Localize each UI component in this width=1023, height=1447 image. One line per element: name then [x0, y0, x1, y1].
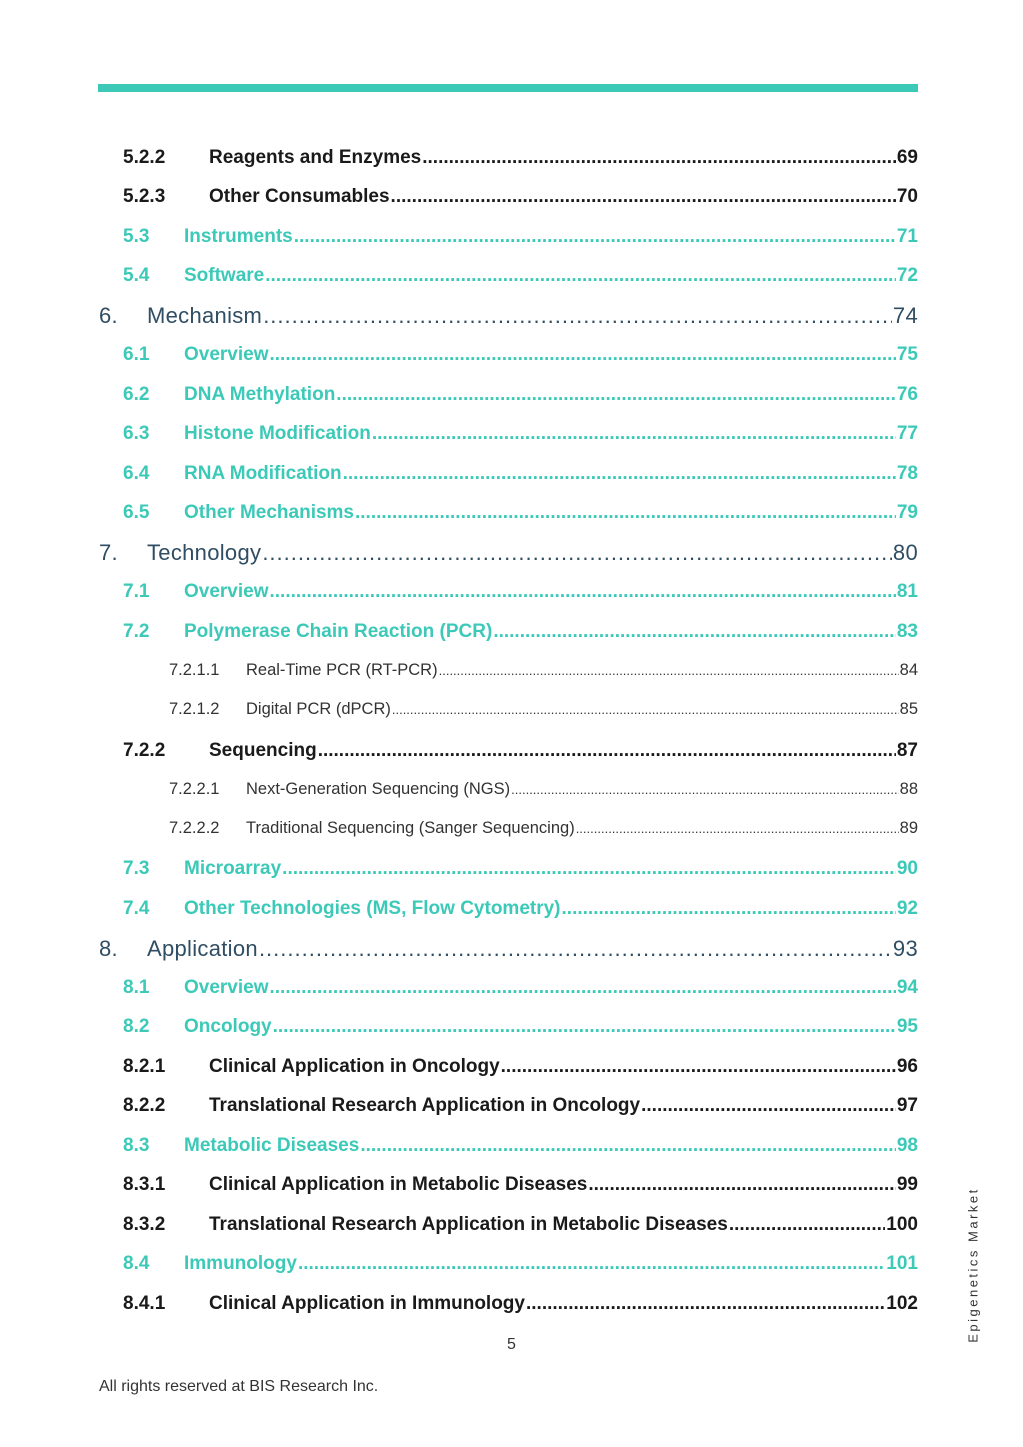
toc-dot-leader: [439, 663, 899, 678]
toc-entry-number: 5.2.2: [123, 147, 166, 168]
toc-entry-title[interactable]: Traditional Sequencing (Sanger Sequencing): [246, 819, 575, 837]
toc-entry-title[interactable]: Mechanism: [147, 303, 263, 328]
toc-dot-leader: [372, 423, 896, 445]
toc-entry-title[interactable]: Next-Generation Sequencing (NGS): [246, 780, 511, 798]
side-label: Epigenetics Market: [965, 1187, 981, 1343]
toc-entry-page[interactable]: 70: [896, 186, 918, 207]
toc-entry[interactable]: [123, 740, 918, 762]
toc-entry[interactable]: [123, 1293, 918, 1315]
toc-entry-page[interactable]: 102: [886, 1293, 918, 1314]
toc-dot-leader: [641, 1095, 896, 1117]
toc-entry-number: 7.: [99, 540, 118, 565]
toc-entry[interactable]: [99, 936, 918, 962]
toc-entry[interactable]: [123, 344, 918, 366]
toc-dot-leader: [270, 581, 896, 603]
toc-entry[interactable]: [99, 303, 918, 329]
toc-dot-leader: [588, 1174, 896, 1196]
toc-entry-number: 7.2.2.2: [169, 819, 220, 837]
toc-dot-leader: [576, 821, 899, 836]
toc-dot-leader: [294, 226, 896, 248]
toc-entry[interactable]: [123, 226, 918, 248]
footer-copyright: All rights reserved at BIS Research Inc.: [99, 1378, 379, 1395]
toc-entry-number: 7.2.2.1: [169, 780, 220, 798]
toc-dot-leader: [355, 502, 896, 524]
toc-dot-leader: [318, 740, 896, 762]
toc-entry-number: 8.3: [123, 1135, 150, 1156]
toc-entry[interactable]: [123, 621, 918, 643]
toc-entry-number: 8.3.2: [123, 1214, 166, 1235]
toc-entry-page[interactable]: 100: [886, 1214, 918, 1235]
toc-entry-number: 8.3.1: [123, 1174, 166, 1195]
toc-entry[interactable]: [123, 1016, 918, 1038]
toc-dot-leader: [270, 344, 896, 366]
toc-entry-title[interactable]: Clinical Application in Immunology: [209, 1293, 525, 1314]
toc-entry[interactable]: [123, 858, 918, 880]
toc-entry-number: 7.2.1.2: [169, 700, 220, 718]
toc-entry-number: 7.2.2: [123, 740, 166, 761]
toc-entry[interactable]: [123, 1214, 918, 1236]
toc-entry-number: 5.2.3: [123, 186, 166, 207]
toc-entry[interactable]: [123, 977, 918, 999]
toc-entry-page[interactable]: 87: [896, 740, 918, 761]
toc-entry-number: 7.2.1.1: [169, 661, 220, 679]
toc-dot-leader: [511, 782, 899, 797]
toc-dot-leader: [282, 858, 896, 880]
toc-entry-number: 7.1: [123, 581, 150, 602]
toc-entry[interactable]: [169, 780, 918, 799]
toc-entry[interactable]: [123, 1253, 918, 1275]
toc-entry[interactable]: [123, 1095, 918, 1117]
toc-dot-leader: [391, 186, 896, 208]
toc-entry-page[interactable]: 95: [896, 1016, 918, 1037]
toc-dot-leader: [263, 303, 892, 329]
toc-entry-title[interactable]: Software: [184, 265, 265, 286]
toc-entry-title[interactable]: Clinical Application in Oncology: [209, 1056, 500, 1077]
toc-entry-number: 8.4: [123, 1253, 150, 1274]
toc-entry-page[interactable]: 77: [896, 423, 918, 444]
toc-entry-title[interactable]: Other Technologies (MS, Flow Cytometry): [184, 898, 561, 919]
toc-dot-leader: [493, 621, 896, 643]
toc-entry-title[interactable]: Instruments: [184, 226, 293, 247]
toc-entry-number: 6.4: [123, 463, 150, 484]
toc-entry-page[interactable]: 96: [896, 1056, 918, 1077]
toc-entry-page[interactable]: 71: [896, 226, 918, 247]
toc-entry-number: 6.3: [123, 423, 150, 444]
toc-entry[interactable]: [123, 147, 918, 169]
toc-entry-page[interactable]: 81: [896, 581, 918, 602]
toc-entry-number: 6.: [99, 303, 118, 328]
toc-entry-title[interactable]: Other Consumables: [209, 186, 390, 207]
toc-dot-leader: [298, 1253, 885, 1275]
toc-dot-leader: [526, 1293, 885, 1315]
toc-dot-leader: [422, 147, 896, 169]
toc-entry-number: 8.: [99, 936, 118, 961]
toc-entry-page[interactable]: 101: [886, 1253, 918, 1274]
toc-entry[interactable]: [123, 1056, 918, 1078]
toc-entry-page[interactable]: 90: [896, 858, 918, 879]
toc-dot-leader: [265, 265, 896, 287]
toc-entry-page[interactable]: 76: [896, 384, 918, 405]
toc-entry-page[interactable]: 92: [896, 898, 918, 919]
toc-entry[interactable]: [123, 384, 918, 406]
toc-entry-number: 6.1: [123, 344, 150, 365]
toc-entry-title[interactable]: DNA Methylation: [184, 384, 336, 405]
toc-entry-number: 6.5: [123, 502, 150, 523]
toc-entry-number: 5.3: [123, 226, 150, 247]
toc-entry-title[interactable]: RNA Modification: [184, 463, 342, 484]
toc-entry-title[interactable]: Other Mechanisms: [184, 502, 354, 523]
toc-entry-title[interactable]: Reagents and Enzymes: [209, 147, 422, 168]
toc-entry-title[interactable]: Polymerase Chain Reaction (PCR): [184, 621, 493, 642]
toc-entry-page[interactable]: 99: [896, 1174, 918, 1195]
page-number: 5: [507, 1336, 516, 1353]
toc-entry-page[interactable]: 69: [896, 147, 918, 168]
toc-entry-title[interactable]: Sequencing: [209, 740, 317, 761]
toc-entry-number: 8.1: [123, 977, 150, 998]
toc-entry-number: 8.2.2: [123, 1095, 166, 1116]
toc-dot-leader: [259, 936, 892, 962]
toc-entry-page[interactable]: 75: [896, 344, 918, 365]
toc-dot-leader: [562, 898, 896, 920]
toc-dot-leader: [501, 1056, 896, 1078]
toc-entry-title[interactable]: Oncology: [184, 1016, 272, 1037]
toc-entry-number: 7.2: [123, 621, 150, 642]
toc-entry-page[interactable]: 72: [896, 265, 918, 286]
toc-dot-leader: [392, 702, 899, 717]
toc-entry-title[interactable]: Metabolic Diseases: [184, 1135, 360, 1156]
toc-entry[interactable]: [169, 819, 918, 838]
toc-entry[interactable]: [123, 898, 918, 920]
toc-entry-page[interactable]: 84: [899, 661, 918, 679]
toc-entry-title[interactable]: Technology: [147, 540, 262, 565]
toc-entry-title[interactable]: Microarray: [184, 858, 282, 879]
toc-entry-page[interactable]: 85: [899, 700, 918, 718]
toc-dot-leader: [270, 977, 896, 999]
toc-entry-page[interactable]: 80: [892, 540, 918, 565]
toc-entry-page[interactable]: 89: [899, 819, 918, 837]
toc-entry-page[interactable]: 93: [892, 936, 918, 961]
toc-entry-number: 8.2: [123, 1016, 150, 1037]
toc-dot-leader: [262, 540, 892, 566]
toc-entry[interactable]: [169, 661, 918, 680]
toc-entry-number: 7.4: [123, 898, 150, 919]
toc-entry-page[interactable]: 97: [896, 1095, 918, 1116]
toc-entry-title[interactable]: Overview: [184, 581, 269, 602]
toc-entry-title[interactable]: Translational Research Application in Oncology: [209, 1095, 641, 1116]
toc-entry-title[interactable]: Overview: [184, 977, 269, 998]
toc-entry-title[interactable]: Translational Research Application in Metabolic Diseases: [209, 1214, 728, 1235]
toc-dot-leader: [343, 463, 896, 485]
toc-entry-page[interactable]: 78: [896, 463, 918, 484]
toc-entry[interactable]: [123, 423, 918, 445]
toc-entry-number: 6.2: [123, 384, 150, 405]
toc-entry-number: 8.2.1: [123, 1056, 166, 1077]
toc-entry[interactable]: [123, 1135, 918, 1157]
toc-dot-leader: [336, 384, 896, 406]
toc-entry-title[interactable]: Digital PCR (dPCR): [246, 700, 391, 718]
toc-entry[interactable]: [169, 700, 918, 719]
toc-entry[interactable]: [123, 1174, 918, 1196]
toc-entry-title[interactable]: Clinical Application in Metabolic Diseases: [209, 1174, 588, 1195]
toc-entry-number: 5.4: [123, 265, 150, 286]
toc-dot-leader: [273, 1016, 896, 1038]
toc-dot-leader: [729, 1214, 885, 1236]
toc-entry[interactable]: [123, 581, 918, 603]
toc-entry[interactable]: [123, 463, 918, 485]
toc-entry-page[interactable]: 94: [896, 977, 918, 998]
toc-entry-title[interactable]: Real-Time PCR (RT-PCR): [246, 661, 438, 679]
toc-entry-page[interactable]: 98: [896, 1135, 918, 1156]
toc-entry[interactable]: [123, 265, 918, 287]
toc-entry-title[interactable]: Overview: [184, 344, 269, 365]
toc-entry[interactable]: [99, 540, 918, 566]
toc-entry-page[interactable]: 79: [896, 502, 918, 523]
toc-entry[interactable]: [123, 502, 918, 524]
toc-entry-page[interactable]: 83: [896, 621, 918, 642]
toc-entry-title[interactable]: Application: [147, 936, 258, 961]
toc-entry-number: 7.3: [123, 858, 150, 879]
toc-entry-number: 8.4.1: [123, 1293, 166, 1314]
toc-entry-page[interactable]: 74: [892, 303, 918, 328]
toc-dot-leader: [360, 1135, 896, 1157]
toc-entry-title[interactable]: Immunology: [184, 1253, 297, 1274]
toc-entry-page[interactable]: 88: [899, 780, 918, 798]
toc-entry[interactable]: [123, 186, 918, 208]
toc-entry-title[interactable]: Histone Modification: [184, 423, 371, 444]
